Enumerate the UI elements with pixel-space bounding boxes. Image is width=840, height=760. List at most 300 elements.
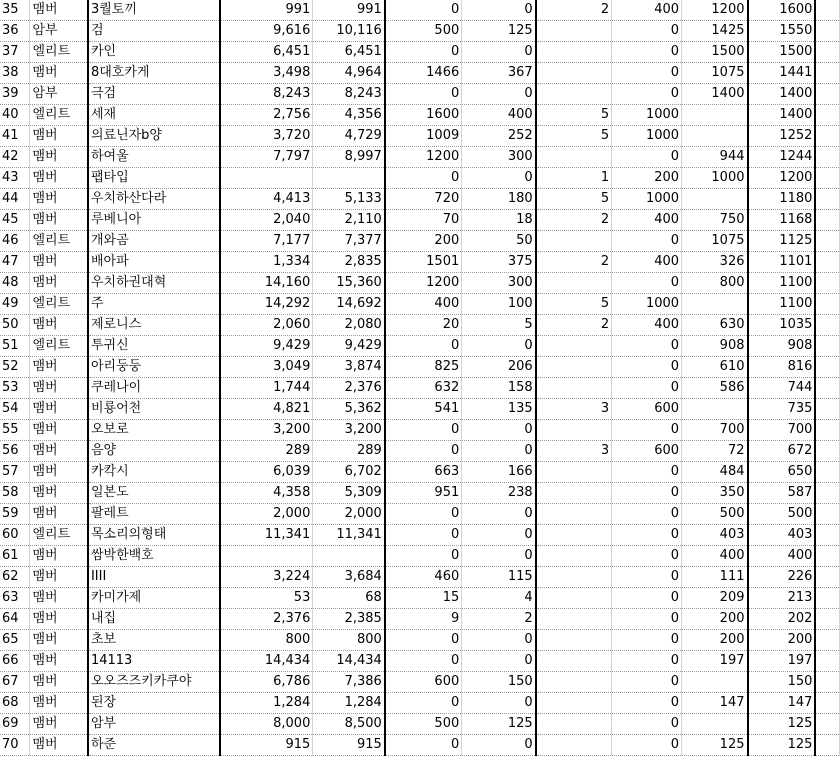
value-cell-3[interactable]: 0: [385, 525, 462, 546]
total-cell[interactable]: 672: [748, 441, 816, 462]
row-number[interactable]: 59: [0, 504, 30, 525]
value-cell-7[interactable]: 908: [682, 336, 748, 357]
value-cell-3[interactable]: 0: [385, 42, 462, 63]
empty-cell[interactable]: [815, 42, 839, 63]
value-cell-6[interactable]: 0: [612, 42, 682, 63]
value-cell-6[interactable]: 600: [612, 399, 682, 420]
empty-cell[interactable]: [815, 273, 839, 294]
value-cell-5[interactable]: [536, 357, 612, 378]
value-cell-1[interactable]: 4,358: [220, 483, 313, 504]
row-number[interactable]: 37: [0, 42, 30, 63]
empty-cell[interactable]: [815, 231, 839, 252]
value-cell-3[interactable]: 15: [385, 588, 462, 609]
empty-cell[interactable]: [815, 399, 839, 420]
value-cell-3[interactable]: 825: [385, 357, 462, 378]
value-cell-1[interactable]: 3,498: [220, 63, 313, 84]
value-cell-4[interactable]: 238: [462, 483, 536, 504]
value-cell-3[interactable]: 663: [385, 462, 462, 483]
value-cell-5[interactable]: [536, 630, 612, 651]
value-cell-7[interactable]: 1500: [682, 42, 748, 63]
value-cell-1[interactable]: 3,224: [220, 567, 313, 588]
role-cell[interactable]: 맴버: [30, 273, 88, 294]
value-cell-7[interactable]: 1200: [682, 0, 748, 21]
value-cell-6[interactable]: 0: [612, 504, 682, 525]
value-cell-6[interactable]: 400: [612, 315, 682, 336]
empty-cell[interactable]: [815, 147, 839, 168]
value-cell-7[interactable]: 700: [682, 420, 748, 441]
value-cell-4[interactable]: 0: [462, 336, 536, 357]
total-cell[interactable]: 147: [748, 693, 816, 714]
total-cell[interactable]: 650: [748, 462, 816, 483]
value-cell-3[interactable]: 20: [385, 315, 462, 336]
role-cell[interactable]: 엘리트: [30, 525, 88, 546]
empty-cell[interactable]: [815, 462, 839, 483]
value-cell-2[interactable]: 3,200: [313, 420, 385, 441]
total-cell[interactable]: 735: [748, 399, 816, 420]
name-cell[interactable]: IIII: [88, 567, 220, 588]
row-number[interactable]: 47: [0, 252, 30, 273]
value-cell-6[interactable]: 0: [612, 714, 682, 735]
value-cell-6[interactable]: 0: [612, 567, 682, 588]
name-cell[interactable]: 3퀄토끼: [88, 0, 220, 21]
total-cell[interactable]: 125: [748, 735, 816, 756]
value-cell-2[interactable]: 15,360: [313, 273, 385, 294]
empty-cell[interactable]: [815, 294, 839, 315]
value-cell-4[interactable]: 206: [462, 357, 536, 378]
value-cell-7[interactable]: 326: [682, 252, 748, 273]
row-number[interactable]: 57: [0, 462, 30, 483]
row-number[interactable]: 65: [0, 630, 30, 651]
value-cell-5[interactable]: [536, 21, 612, 42]
value-cell-4[interactable]: 0: [462, 420, 536, 441]
value-cell-4[interactable]: 0: [462, 630, 536, 651]
value-cell-7[interactable]: 586: [682, 378, 748, 399]
row-number[interactable]: 42: [0, 147, 30, 168]
value-cell-1[interactable]: 4,413: [220, 189, 313, 210]
value-cell-3[interactable]: 460: [385, 567, 462, 588]
value-cell-4[interactable]: 0: [462, 84, 536, 105]
value-cell-5[interactable]: [536, 84, 612, 105]
value-cell-7[interactable]: 200: [682, 630, 748, 651]
value-cell-5[interactable]: [536, 63, 612, 84]
row-number[interactable]: 45: [0, 210, 30, 231]
row-number[interactable]: 56: [0, 441, 30, 462]
value-cell-6[interactable]: 0: [612, 546, 682, 567]
role-cell[interactable]: 맴버: [30, 168, 88, 189]
value-cell-1[interactable]: 2,000: [220, 504, 313, 525]
name-cell[interactable]: 카칵시: [88, 462, 220, 483]
value-cell-4[interactable]: 0: [462, 42, 536, 63]
value-cell-1[interactable]: 6,451: [220, 42, 313, 63]
value-cell-4[interactable]: 2: [462, 609, 536, 630]
name-cell[interactable]: 개와곰: [88, 231, 220, 252]
value-cell-5[interactable]: 5: [536, 126, 612, 147]
role-cell[interactable]: 맴버: [30, 609, 88, 630]
total-cell[interactable]: 1200: [748, 168, 816, 189]
empty-cell[interactable]: [815, 252, 839, 273]
value-cell-2[interactable]: 5,133: [313, 189, 385, 210]
value-cell-2[interactable]: 2,110: [313, 210, 385, 231]
total-cell[interactable]: 1400: [748, 105, 816, 126]
empty-cell[interactable]: [815, 420, 839, 441]
role-cell[interactable]: 맴버: [30, 735, 88, 756]
value-cell-4[interactable]: 125: [462, 21, 536, 42]
value-cell-6[interactable]: 0: [612, 357, 682, 378]
total-cell[interactable]: 587: [748, 483, 816, 504]
value-cell-6[interactable]: 1000: [612, 126, 682, 147]
row-number[interactable]: 63: [0, 588, 30, 609]
value-cell-1[interactable]: 11,341: [220, 525, 313, 546]
role-cell[interactable]: 맴버: [30, 420, 88, 441]
value-cell-1[interactable]: 800: [220, 630, 313, 651]
empty-cell[interactable]: [815, 63, 839, 84]
role-cell[interactable]: 맴버: [30, 462, 88, 483]
value-cell-3[interactable]: 600: [385, 672, 462, 693]
row-number[interactable]: 48: [0, 273, 30, 294]
empty-cell[interactable]: [815, 336, 839, 357]
value-cell-3[interactable]: 1009: [385, 126, 462, 147]
role-cell[interactable]: 엘리트: [30, 294, 88, 315]
value-cell-6[interactable]: 0: [612, 525, 682, 546]
value-cell-3[interactable]: 0: [385, 336, 462, 357]
name-cell[interactable]: 내집: [88, 609, 220, 630]
total-cell[interactable]: 200: [748, 630, 816, 651]
value-cell-1[interactable]: 9,616: [220, 21, 313, 42]
value-cell-5[interactable]: [536, 42, 612, 63]
empty-cell[interactable]: [815, 126, 839, 147]
value-cell-7[interactable]: 1000: [682, 168, 748, 189]
value-cell-2[interactable]: 8,243: [313, 84, 385, 105]
value-cell-3[interactable]: 0: [385, 420, 462, 441]
empty-cell[interactable]: [815, 651, 839, 672]
empty-cell[interactable]: [815, 504, 839, 525]
value-cell-5[interactable]: [536, 147, 612, 168]
name-cell[interactable]: 된장: [88, 693, 220, 714]
total-cell[interactable]: 1441: [748, 63, 816, 84]
value-cell-7[interactable]: 200: [682, 609, 748, 630]
role-cell[interactable]: 맴버: [30, 672, 88, 693]
value-cell-6[interactable]: 0: [612, 630, 682, 651]
role-cell[interactable]: 맴버: [30, 126, 88, 147]
value-cell-4[interactable]: 150: [462, 672, 536, 693]
value-cell-4[interactable]: 300: [462, 273, 536, 294]
row-number[interactable]: 35: [0, 0, 30, 21]
value-cell-2[interactable]: 68: [313, 588, 385, 609]
value-cell-2[interactable]: 2,385: [313, 609, 385, 630]
value-cell-6[interactable]: 0: [612, 378, 682, 399]
value-cell-3[interactable]: 0: [385, 546, 462, 567]
value-cell-7[interactable]: 197: [682, 651, 748, 672]
value-cell-2[interactable]: 6,702: [313, 462, 385, 483]
value-cell-4[interactable]: 0: [462, 0, 536, 21]
row-number[interactable]: 49: [0, 294, 30, 315]
value-cell-6[interactable]: 0: [612, 672, 682, 693]
role-cell[interactable]: 맴버: [30, 357, 88, 378]
value-cell-4[interactable]: 300: [462, 147, 536, 168]
value-cell-7[interactable]: 500: [682, 504, 748, 525]
value-cell-5[interactable]: [536, 588, 612, 609]
value-cell-3[interactable]: 0: [385, 504, 462, 525]
role-cell[interactable]: 암부: [30, 21, 88, 42]
total-cell[interactable]: 816: [748, 357, 816, 378]
value-cell-3[interactable]: 400: [385, 294, 462, 315]
value-cell-3[interactable]: 0: [385, 84, 462, 105]
role-cell[interactable]: 맴버: [30, 567, 88, 588]
name-cell[interactable]: 배아파: [88, 252, 220, 273]
role-cell[interactable]: 맴버: [30, 189, 88, 210]
name-cell[interactable]: 극검: [88, 84, 220, 105]
value-cell-3[interactable]: 720: [385, 189, 462, 210]
value-cell-1[interactable]: 9,429: [220, 336, 313, 357]
name-cell[interactable]: 쿠레나이: [88, 378, 220, 399]
total-cell[interactable]: 1252: [748, 126, 816, 147]
value-cell-7[interactable]: 1075: [682, 231, 748, 252]
value-cell-2[interactable]: 8,997: [313, 147, 385, 168]
total-cell[interactable]: 403: [748, 525, 816, 546]
value-cell-1[interactable]: [220, 168, 313, 189]
name-cell[interactable]: 하여울: [88, 147, 220, 168]
value-cell-7[interactable]: 1425: [682, 21, 748, 42]
value-cell-7[interactable]: 944: [682, 147, 748, 168]
value-cell-5[interactable]: [536, 504, 612, 525]
value-cell-4[interactable]: 5: [462, 315, 536, 336]
name-cell[interactable]: 우치하산다라: [88, 189, 220, 210]
value-cell-5[interactable]: 3: [536, 441, 612, 462]
empty-cell[interactable]: [815, 630, 839, 651]
value-cell-3[interactable]: 0: [385, 630, 462, 651]
empty-cell[interactable]: [815, 378, 839, 399]
value-cell-3[interactable]: 541: [385, 399, 462, 420]
role-cell[interactable]: 맴버: [30, 693, 88, 714]
name-cell[interactable]: 카인: [88, 42, 220, 63]
total-cell[interactable]: 700: [748, 420, 816, 441]
name-cell[interactable]: 팔레트: [88, 504, 220, 525]
value-cell-4[interactable]: 158: [462, 378, 536, 399]
value-cell-3[interactable]: 1466: [385, 63, 462, 84]
value-cell-7[interactable]: [682, 189, 748, 210]
total-cell[interactable]: 1600: [748, 0, 816, 21]
total-cell[interactable]: 1500: [748, 42, 816, 63]
value-cell-2[interactable]: 2,835: [313, 252, 385, 273]
value-cell-7[interactable]: 1400: [682, 84, 748, 105]
value-cell-5[interactable]: 2: [536, 210, 612, 231]
value-cell-4[interactable]: 0: [462, 693, 536, 714]
empty-cell[interactable]: [815, 0, 839, 21]
value-cell-1[interactable]: 1,334: [220, 252, 313, 273]
value-cell-7[interactable]: 800: [682, 273, 748, 294]
name-cell[interactable]: 의료닌자b양: [88, 126, 220, 147]
value-cell-5[interactable]: 5: [536, 105, 612, 126]
empty-cell[interactable]: [815, 21, 839, 42]
value-cell-7[interactable]: 147: [682, 693, 748, 714]
row-number[interactable]: 62: [0, 567, 30, 588]
value-cell-7[interactable]: 400: [682, 546, 748, 567]
role-cell[interactable]: 맴버: [30, 546, 88, 567]
row-number[interactable]: 43: [0, 168, 30, 189]
row-number[interactable]: 64: [0, 609, 30, 630]
name-cell[interactable]: 오보로: [88, 420, 220, 441]
empty-cell[interactable]: [815, 714, 839, 735]
role-cell[interactable]: 맴버: [30, 0, 88, 21]
row-number[interactable]: 68: [0, 693, 30, 714]
value-cell-6[interactable]: 0: [612, 651, 682, 672]
value-cell-6[interactable]: 0: [612, 462, 682, 483]
row-number[interactable]: 51: [0, 336, 30, 357]
value-cell-4[interactable]: 0: [462, 546, 536, 567]
name-cell[interactable]: 비룡어천: [88, 399, 220, 420]
total-cell[interactable]: 202: [748, 609, 816, 630]
value-cell-2[interactable]: 8,500: [313, 714, 385, 735]
value-cell-3[interactable]: 0: [385, 735, 462, 756]
empty-cell[interactable]: [815, 189, 839, 210]
value-cell-7[interactable]: 750: [682, 210, 748, 231]
name-cell[interactable]: 루베니아: [88, 210, 220, 231]
row-number[interactable]: 69: [0, 714, 30, 735]
role-cell[interactable]: 맴버: [30, 378, 88, 399]
value-cell-2[interactable]: 10,116: [313, 21, 385, 42]
value-cell-6[interactable]: 0: [612, 693, 682, 714]
value-cell-4[interactable]: 0: [462, 735, 536, 756]
row-number[interactable]: 55: [0, 420, 30, 441]
value-cell-6[interactable]: 0: [612, 21, 682, 42]
value-cell-6[interactable]: 400: [612, 210, 682, 231]
value-cell-2[interactable]: [313, 546, 385, 567]
value-cell-7[interactable]: 610: [682, 357, 748, 378]
empty-cell[interactable]: [815, 735, 839, 756]
value-cell-7[interactable]: 125: [682, 735, 748, 756]
empty-cell[interactable]: [815, 672, 839, 693]
value-cell-2[interactable]: 289: [313, 441, 385, 462]
value-cell-5[interactable]: [536, 714, 612, 735]
value-cell-7[interactable]: 350: [682, 483, 748, 504]
empty-cell[interactable]: [815, 546, 839, 567]
value-cell-2[interactable]: 1,284: [313, 693, 385, 714]
value-cell-1[interactable]: 2,756: [220, 105, 313, 126]
value-cell-5[interactable]: [536, 693, 612, 714]
name-cell[interactable]: 하준: [88, 735, 220, 756]
value-cell-7[interactable]: 484: [682, 462, 748, 483]
total-cell[interactable]: 500: [748, 504, 816, 525]
value-cell-7[interactable]: 1075: [682, 63, 748, 84]
value-cell-5[interactable]: 2: [536, 252, 612, 273]
role-cell[interactable]: 엘리트: [30, 231, 88, 252]
name-cell[interactable]: 14113: [88, 651, 220, 672]
value-cell-3[interactable]: 0: [385, 168, 462, 189]
row-number[interactable]: 70: [0, 735, 30, 756]
value-cell-2[interactable]: 4,964: [313, 63, 385, 84]
value-cell-2[interactable]: 991: [313, 0, 385, 21]
total-cell[interactable]: 1100: [748, 294, 816, 315]
value-cell-1[interactable]: 14,434: [220, 651, 313, 672]
row-number[interactable]: 66: [0, 651, 30, 672]
row-number[interactable]: 50: [0, 315, 30, 336]
value-cell-1[interactable]: 991: [220, 0, 313, 21]
role-cell[interactable]: 맴버: [30, 441, 88, 462]
name-cell[interactable]: 우치하권대혁: [88, 273, 220, 294]
value-cell-2[interactable]: 800: [313, 630, 385, 651]
name-cell[interactable]: 8대호카게: [88, 63, 220, 84]
value-cell-3[interactable]: 951: [385, 483, 462, 504]
total-cell[interactable]: 1180: [748, 189, 816, 210]
value-cell-4[interactable]: 252: [462, 126, 536, 147]
row-number[interactable]: 38: [0, 63, 30, 84]
value-cell-6[interactable]: 400: [612, 252, 682, 273]
value-cell-2[interactable]: 14,692: [313, 294, 385, 315]
value-cell-6[interactable]: 400: [612, 0, 682, 21]
row-number[interactable]: 44: [0, 189, 30, 210]
value-cell-2[interactable]: 4,729: [313, 126, 385, 147]
name-cell[interactable]: 주: [88, 294, 220, 315]
total-cell[interactable]: 1550: [748, 21, 816, 42]
value-cell-4[interactable]: 0: [462, 504, 536, 525]
value-cell-7[interactable]: 209: [682, 588, 748, 609]
value-cell-6[interactable]: 0: [612, 483, 682, 504]
value-cell-6[interactable]: 1000: [612, 105, 682, 126]
value-cell-6[interactable]: 1000: [612, 294, 682, 315]
total-cell[interactable]: 400: [748, 546, 816, 567]
name-cell[interactable]: 아리둥둥: [88, 357, 220, 378]
total-cell[interactable]: 125: [748, 714, 816, 735]
value-cell-6[interactable]: 0: [612, 420, 682, 441]
value-cell-5[interactable]: [536, 525, 612, 546]
value-cell-6[interactable]: 200: [612, 168, 682, 189]
role-cell[interactable]: 엘리트: [30, 105, 88, 126]
value-cell-2[interactable]: 2,080: [313, 315, 385, 336]
value-cell-4[interactable]: 166: [462, 462, 536, 483]
total-cell[interactable]: 1244: [748, 147, 816, 168]
value-cell-1[interactable]: 8,243: [220, 84, 313, 105]
role-cell[interactable]: 맴버: [30, 210, 88, 231]
value-cell-6[interactable]: 0: [612, 63, 682, 84]
value-cell-4[interactable]: 367: [462, 63, 536, 84]
total-cell[interactable]: 1168: [748, 210, 816, 231]
row-number[interactable]: 46: [0, 231, 30, 252]
value-cell-6[interactable]: 0: [612, 735, 682, 756]
total-cell[interactable]: 1101: [748, 252, 816, 273]
name-cell[interactable]: 음양: [88, 441, 220, 462]
value-cell-7[interactable]: [682, 126, 748, 147]
value-cell-4[interactable]: 0: [462, 168, 536, 189]
value-cell-1[interactable]: 7,797: [220, 147, 313, 168]
empty-cell[interactable]: [815, 525, 839, 546]
value-cell-3[interactable]: 500: [385, 21, 462, 42]
value-cell-3[interactable]: 632: [385, 378, 462, 399]
value-cell-2[interactable]: 4,356: [313, 105, 385, 126]
value-cell-6[interactable]: 0: [612, 588, 682, 609]
value-cell-1[interactable]: 3,720: [220, 126, 313, 147]
value-cell-6[interactable]: 0: [612, 231, 682, 252]
role-cell[interactable]: 엘리트: [30, 336, 88, 357]
value-cell-5[interactable]: [536, 672, 612, 693]
value-cell-5[interactable]: [536, 231, 612, 252]
role-cell[interactable]: 맴버: [30, 630, 88, 651]
value-cell-4[interactable]: 115: [462, 567, 536, 588]
role-cell[interactable]: 맴버: [30, 399, 88, 420]
name-cell[interactable]: 암부: [88, 714, 220, 735]
value-cell-5[interactable]: 5: [536, 189, 612, 210]
empty-cell[interactable]: [815, 588, 839, 609]
role-cell[interactable]: 맴버: [30, 147, 88, 168]
row-number[interactable]: 41: [0, 126, 30, 147]
value-cell-3[interactable]: 70: [385, 210, 462, 231]
role-cell[interactable]: 맴버: [30, 504, 88, 525]
empty-cell[interactable]: [815, 84, 839, 105]
row-number[interactable]: 53: [0, 378, 30, 399]
value-cell-6[interactable]: 0: [612, 147, 682, 168]
total-cell[interactable]: 1400: [748, 84, 816, 105]
value-cell-1[interactable]: 6,786: [220, 672, 313, 693]
value-cell-2[interactable]: 5,309: [313, 483, 385, 504]
